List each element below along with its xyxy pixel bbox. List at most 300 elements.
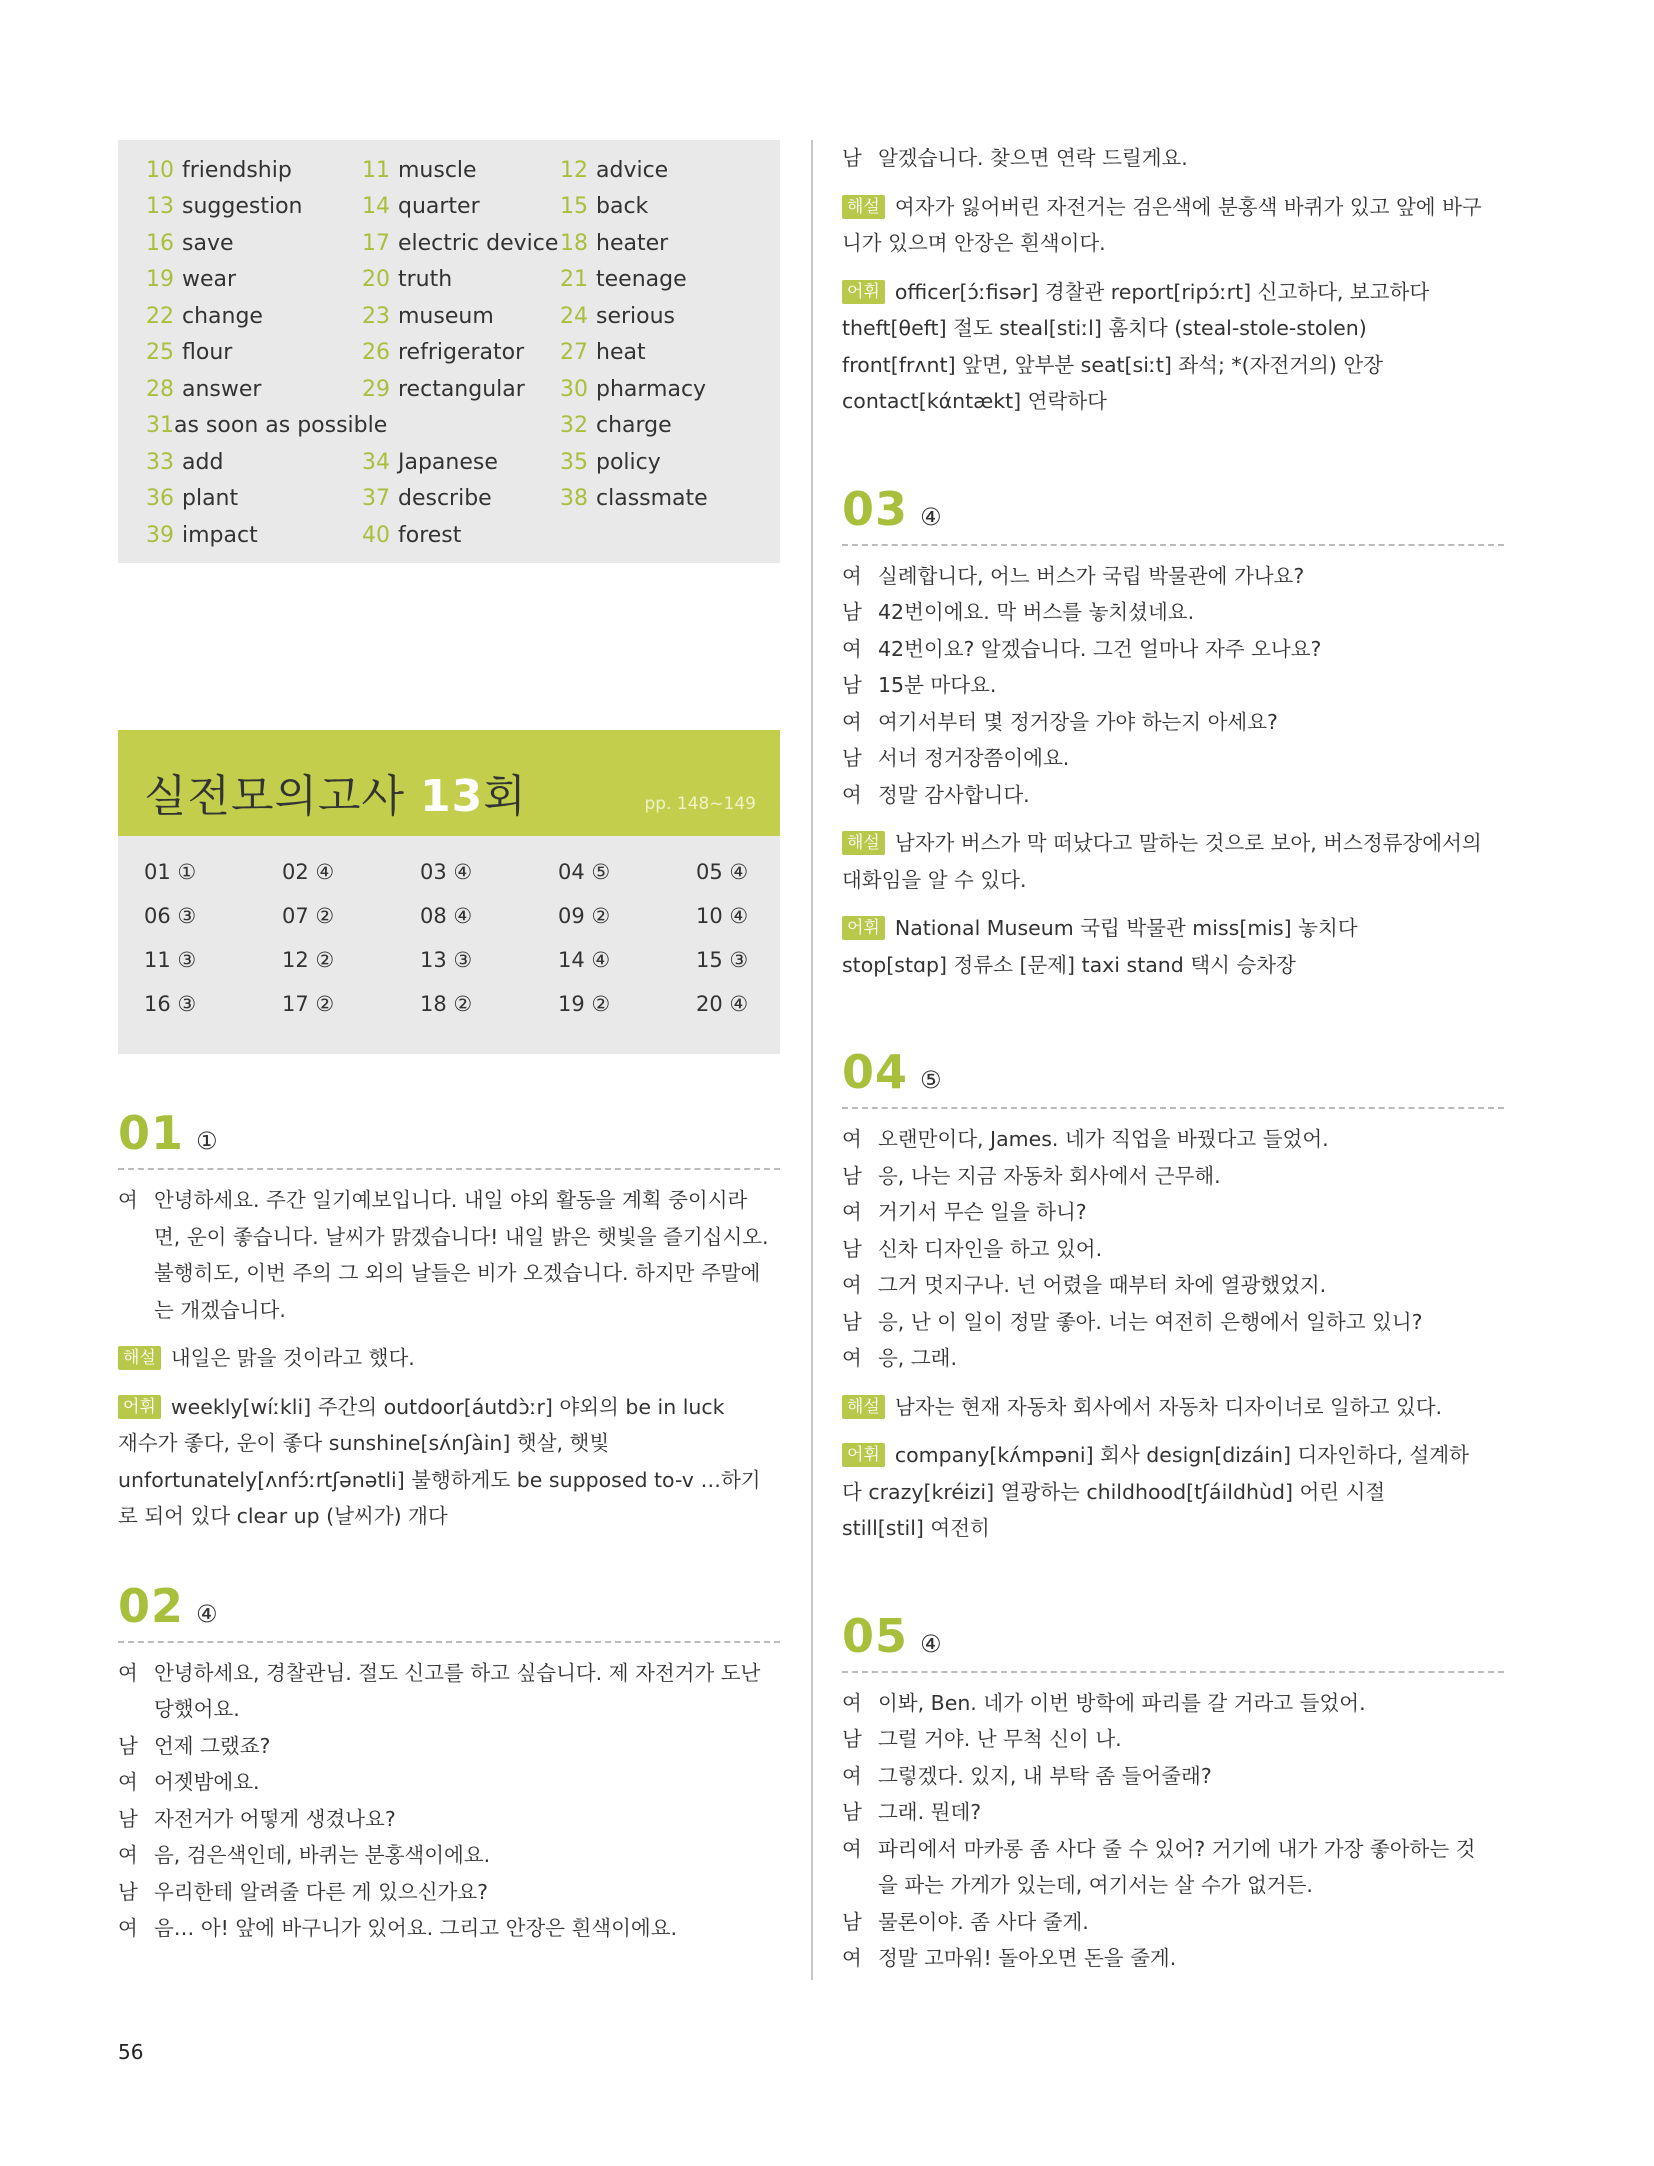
- answer-item: 16 ③: [144, 992, 197, 1016]
- vocabulary-text: 다 crazy[kréizi] 열광하는 childhood[tʃáildhùd] 어린 시절: [842, 1479, 1386, 1504]
- speaker-label: 여: [118, 1770, 138, 1794]
- vocab-word: heater: [596, 230, 669, 256]
- vocab-word: flour: [182, 340, 233, 366]
- dialogue-line: [118, 1728, 780, 1765]
- explanation-tag: 해설: [118, 1346, 161, 1370]
- vocab-item: [560, 486, 780, 511]
- question-04: [842, 1045, 1504, 1547]
- question-05: [842, 1609, 1504, 1977]
- speaker-label: 남: [118, 1806, 138, 1831]
- vocab-number: 19: [146, 267, 174, 293]
- dialogue-text: 신차 디자인을 하고 있어.: [878, 1236, 1103, 1261]
- vocab-word: as soon as possible: [174, 413, 388, 439]
- vocab-word: friendship: [182, 157, 292, 183]
- vocab-item: [362, 377, 560, 402]
- speaker-label: 남: [842, 1909, 862, 1934]
- vocab-word: teenage: [596, 267, 687, 293]
- vocab-item: [560, 231, 780, 256]
- dialogue-line: [118, 1764, 780, 1801]
- vocab-item: [362, 340, 560, 365]
- dialogue-line: [842, 558, 1504, 595]
- vocab-number: 29: [362, 376, 390, 402]
- explanation: [842, 189, 1504, 262]
- exam-title-suffix: 회: [483, 771, 527, 822]
- dialogue-line: [118, 1874, 780, 1911]
- explanation-text: 내일은 맑을 것이라고 했다.: [170, 1346, 415, 1370]
- speaker-label: 여: [842, 1836, 862, 1861]
- question-number: 03: [842, 481, 909, 536]
- vocab-word: back: [596, 194, 649, 220]
- speaker-label: [842, 1867, 878, 1904]
- answer-item: 18 ②: [420, 992, 473, 1016]
- vocabulary-text: front[frʌnt] 앞면, 앞부분 seat[siːt] 좌석; *(자전거의) 안장: [842, 352, 1383, 377]
- dialogue-text: 이봐, Ben. 네가 이번 방학에 파리를 갈 거라고 들었어.: [878, 1690, 1366, 1715]
- vocabulary-tag: 어휘: [842, 916, 885, 940]
- dialogue-line: [842, 1121, 1504, 1158]
- dialogue-line: [842, 1831, 1504, 1868]
- vocab-number: 20: [362, 267, 390, 293]
- dialogue-line: [842, 1904, 1504, 1941]
- answer-item: 15 ③: [696, 948, 749, 972]
- answer-item: 05 ④: [696, 860, 749, 884]
- explanation: [842, 1389, 1504, 1426]
- dialogue-text: 여기서부터 몇 정거장을 가야 하는지 아세요?: [878, 709, 1278, 734]
- answer-row: [144, 982, 780, 1026]
- vocab-number: 15: [560, 194, 588, 220]
- dialogue-text: 물론이야. 좀 사다 줄게.: [878, 1909, 1089, 1934]
- dialogue-line: [842, 631, 1504, 668]
- vocabulary-text: officer[ɔ́ːfisər] 경찰관 report[ripɔ́ːrt] 신고하다, 보고하다: [894, 279, 1430, 304]
- speaker-label: 여: [842, 1273, 862, 1297]
- vocab-item: [146, 413, 388, 439]
- dialogue-text: 그거 멋지구나. 넌 어렸을 때부터 차에 열광했었지.: [878, 1273, 1327, 1297]
- speaker-label: 남: [118, 1879, 138, 1904]
- speaker-label: 여: [118, 1916, 138, 1940]
- question-number: 01: [118, 1106, 185, 1160]
- vocab-item: [560, 304, 780, 329]
- dialogue-line: [118, 1910, 780, 1947]
- exam-answer-box: [118, 730, 780, 1054]
- dialogue-line: [842, 1867, 1504, 1904]
- exam-pages: pp. 148~149: [644, 794, 756, 814]
- vocab-number: 22: [146, 303, 174, 329]
- question-number: 02: [118, 1578, 185, 1633]
- vocabulary: [842, 274, 1504, 420]
- dialogue-text: 정말 감사합니다.: [878, 782, 1030, 807]
- question-answer: ①: [196, 1127, 218, 1155]
- vocab-word: impact: [182, 522, 258, 548]
- dialogue-line: [842, 704, 1504, 741]
- dialogue-text: 안녕하세요. 주간 일기예보입니다. 내일 야외 활동을 계획 중이시라: [154, 1188, 748, 1212]
- vocabulary: [118, 1389, 780, 1535]
- vocab-number: 16: [146, 230, 174, 256]
- vocab-row: [146, 225, 780, 262]
- exam-header: [118, 730, 780, 836]
- dialogue-text: 그래. 뭔데?: [878, 1800, 982, 1824]
- answer-item: 20 ④: [696, 992, 749, 1016]
- dialogue-text: 언제 그랬죠?: [154, 1733, 271, 1758]
- answer-item: 17 ②: [282, 992, 335, 1016]
- dialogue-line: [842, 667, 1504, 704]
- answer-item: 19 ②: [558, 992, 611, 1016]
- vocab-row: [146, 152, 780, 189]
- dialogue-text: 당했어요.: [154, 1697, 240, 1721]
- vocabulary-text: theft[θeft] 절도 steal[stiːl] 훔치다 (steal-stole-stolen): [842, 316, 1367, 340]
- answer-item: 03 ④: [420, 860, 473, 884]
- question-02-continued: [842, 140, 1504, 420]
- vocab-row: [146, 189, 780, 226]
- dialogue-line: [118, 1182, 780, 1219]
- question-header: [842, 482, 1504, 546]
- answer-item: 08 ④: [420, 904, 473, 928]
- vocab-number: 36: [146, 486, 174, 512]
- vocab-word: muscle: [398, 157, 477, 183]
- answer-row: [144, 938, 780, 982]
- right-column: [842, 140, 1504, 1977]
- explanation-text: 대화임을 알 수 있다.: [842, 867, 1027, 892]
- vocab-word: classmate: [596, 486, 708, 512]
- speaker-label: 남: [842, 1236, 862, 1261]
- dialogue-text: 음… 아! 앞에 바구니가 있어요. 그리고 안장은 흰색이에요.: [154, 1916, 678, 1940]
- speaker-label: 여: [842, 1763, 862, 1788]
- question-header: [842, 1045, 1504, 1109]
- dialogue-text: 알겠습니다. 찾으면 연락 드릴게요.: [878, 146, 1188, 170]
- question-header: [118, 1106, 780, 1170]
- vocab-item: [560, 194, 780, 219]
- dialogue-text: 음, 검은색인데, 바퀴는 분홍색이에요.: [154, 1843, 491, 1867]
- dialogue-line: [842, 1267, 1504, 1304]
- dialogue-line: [842, 1158, 1504, 1195]
- dialogue-text: 면, 운이 좋습니다. 날씨가 맑겠습니다! 내일 밝은 햇빛을 즐기십시오.: [154, 1224, 769, 1249]
- answer-item: 14 ④: [558, 948, 611, 972]
- dialogue-text: 우리한테 알려줄 다른 게 있으신가요?: [154, 1879, 488, 1904]
- dialogue-line: [118, 1255, 780, 1292]
- explanation-tag: 해설: [842, 195, 885, 219]
- question-answer: ④: [196, 1599, 218, 1628]
- speaker-label: 여: [118, 1843, 138, 1867]
- speaker-label: 남: [842, 1800, 862, 1824]
- vocab-item: [560, 158, 780, 183]
- dialogue: [842, 1121, 1504, 1377]
- dialogue: [118, 1182, 780, 1328]
- vocab-number: 32: [560, 413, 588, 439]
- vocab-word: electric device: [398, 230, 559, 256]
- speaker-label: [118, 1691, 154, 1728]
- answer-item: 09 ②: [558, 904, 611, 928]
- vocab-number: 25: [146, 340, 174, 366]
- vocab-row: [146, 481, 780, 518]
- dialogue-text: 42번이요? 알겠습니다. 그건 얼마나 자주 오나요?: [878, 636, 1322, 661]
- vocab-item: [560, 377, 780, 402]
- answer-row: [144, 850, 780, 894]
- page-number: 56: [118, 2040, 144, 2064]
- vocab-word: plant: [182, 486, 239, 512]
- vocab-item: [146, 267, 362, 292]
- question-02: [118, 1579, 780, 1947]
- dialogue-text: 15분 마다요.: [878, 673, 997, 697]
- vocab-word: answer: [182, 376, 262, 402]
- speaker-label: 여: [118, 1188, 138, 1212]
- vocab-number: 35: [560, 449, 588, 475]
- vocabulary: [842, 910, 1504, 983]
- dialogue-text: 불행히도, 이번 주의 그 외의 날들은 비가 오겠습니다. 하지만 주말에: [154, 1261, 761, 1285]
- vocab-row: [146, 298, 780, 335]
- vocab-word: pharmacy: [596, 376, 707, 402]
- vocab-word: quarter: [398, 194, 480, 220]
- dialogue-line: [842, 1231, 1504, 1268]
- speaker-label: 남: [842, 746, 862, 770]
- explanation-text: 여자가 잃어버린 자전거는 검은색에 분홍색 바퀴가 있고 앞에 바구: [894, 194, 1482, 219]
- answer-grid: [118, 836, 780, 1054]
- dialogue-text: 응, 난 이 일이 정말 좋아. 너는 여전히 은행에서 일하고 있니?: [878, 1309, 1423, 1334]
- speaker-label: 남: [842, 600, 862, 624]
- question-answer: ④: [920, 502, 942, 531]
- speaker-label: 남: [842, 146, 862, 170]
- vocab-word: forest: [398, 522, 462, 548]
- vocabulary-text: 로 되어 있다 clear up (날씨가) 개다: [118, 1504, 448, 1528]
- dialogue-text: 응, 나는 지금 자동차 회사에서 근무해.: [878, 1163, 1221, 1188]
- vocabulary-text: weekly[wíːkli] 주간의 outdoor[áutdɔ̀ːr] 야외의 be in luck: [170, 1394, 725, 1419]
- vocabulary-text: company[kʌ́mpəni] 회사 design[dizáin] 디자인하다, 설계하: [894, 1443, 1469, 1467]
- dialogue-text: 그렇겠다. 있지, 내 부탁 좀 들어줄래?: [878, 1763, 1212, 1788]
- vocab-word: change: [182, 303, 263, 329]
- question-number: 04: [842, 1045, 909, 1099]
- vocab-row: [146, 262, 780, 299]
- vocabulary-text: National Museum 국립 박물관 miss[mis] 놓치다: [894, 916, 1358, 940]
- dialogue-line: [118, 1801, 780, 1838]
- speaker-label: 남: [842, 1309, 862, 1334]
- vocab-word: suggestion: [182, 194, 303, 220]
- explanation-text: 남자가 버스가 막 떠났다고 말하는 것으로 보아, 버스정류장에서의: [894, 831, 1482, 855]
- vocab-number: 31: [146, 413, 174, 439]
- vocabulary: [842, 1437, 1504, 1547]
- explanation-tag: 해설: [842, 831, 885, 855]
- dialogue-line: [842, 1340, 1504, 1377]
- vocab-number: 11: [362, 157, 390, 183]
- vocab-item: [560, 413, 780, 438]
- vocab-item: [146, 194, 362, 219]
- vocab-item: [362, 450, 560, 475]
- vocab-number: 23: [362, 303, 390, 329]
- dialogue-line: [118, 1837, 780, 1874]
- answer-item: 06 ③: [144, 904, 197, 928]
- dialogue: [842, 140, 1504, 177]
- vocab-item: [362, 486, 560, 511]
- answer-item: 04 ⑤: [558, 860, 611, 884]
- speaker-label: 남: [842, 673, 862, 697]
- exam-title-number: 13: [420, 771, 484, 822]
- speaker-label: [118, 1255, 154, 1292]
- vocab-row: [146, 517, 780, 554]
- vocab-word: Japanese: [398, 449, 498, 475]
- explanation: [842, 825, 1504, 898]
- dialogue: [118, 1655, 780, 1947]
- vocabulary-text: 재수가 좋다, 운이 좋다 sunshine[sʌ́nʃàin] 햇살, 햇빛: [118, 1431, 610, 1455]
- answer-item: 10 ④: [696, 904, 749, 928]
- dialogue-text: 어젯밤에요.: [154, 1770, 260, 1794]
- vocab-number: 13: [146, 194, 174, 220]
- vocab-word: wear: [182, 267, 237, 293]
- speaker-label: 여: [842, 1200, 862, 1224]
- dialogue-text: 실례합니다, 어느 버스가 국립 박물관에 가나요?: [878, 563, 1305, 588]
- vocab-item: [146, 377, 362, 402]
- exam-title-text: 실전모의고사: [144, 771, 421, 822]
- speaker-label: [118, 1219, 154, 1256]
- vocab-item: [362, 267, 560, 292]
- explanation-text: 남자는 현재 자동차 회사에서 자동차 디자이너로 일하고 있다.: [894, 1394, 1443, 1419]
- vocab-number: 30: [560, 376, 588, 402]
- speaker-label: 여: [842, 1127, 862, 1151]
- question-answer: ⑤: [920, 1066, 942, 1094]
- vocab-item: [146, 304, 362, 329]
- vocab-word: charge: [596, 413, 672, 439]
- vocabulary-text: unfortunately[ʌnfɔ́ːrtʃənətli] 불행하게도 be supposed to-v …하기: [118, 1467, 761, 1492]
- explanation-tag: 해설: [842, 1395, 885, 1419]
- vocab-word: museum: [398, 303, 494, 329]
- question-answer: ④: [920, 1629, 942, 1658]
- vocab-row: [146, 335, 780, 372]
- question-number: 05: [842, 1608, 909, 1663]
- vocab-number: 34: [362, 449, 390, 475]
- dialogue-line: [118, 1219, 780, 1256]
- speaker-label: 여: [842, 709, 862, 734]
- question-03: [842, 482, 1504, 984]
- answer-item: 12 ②: [282, 948, 335, 972]
- answer-item: 07 ②: [282, 904, 335, 928]
- dialogue: [842, 558, 1504, 814]
- vocab-item: [146, 523, 362, 548]
- vocab-item: [362, 523, 560, 548]
- speaker-label: 여: [842, 1690, 862, 1715]
- vocab-item: [362, 158, 560, 183]
- column-divider: [811, 140, 813, 1980]
- speaker-label: 여: [842, 563, 862, 588]
- vocab-item: [362, 231, 560, 256]
- vocabulary-text: stop[stɑp] 정류소 [문제] taxi stand 택시 승차장: [842, 952, 1296, 977]
- dialogue-text: 오랜만이다, James. 네가 직업을 바꿨다고 들었어.: [878, 1127, 1329, 1151]
- vocab-number: 10: [146, 157, 174, 183]
- vocab-row: [146, 444, 780, 481]
- answer-item: 01 ①: [144, 860, 197, 884]
- vocab-number: 18: [560, 230, 588, 256]
- vocabulary-text: still[stil] 여전히: [842, 1516, 990, 1540]
- vocab-number: 33: [146, 449, 174, 475]
- vocab-answer-box: [118, 140, 780, 563]
- dialogue-line: [118, 1655, 780, 1692]
- dialogue-line: [842, 1794, 1504, 1831]
- vocab-number: 26: [362, 340, 390, 366]
- speaker-label: 여: [842, 1346, 862, 1370]
- vocab-item: [146, 231, 362, 256]
- dialogue-line: [842, 594, 1504, 631]
- dialogue-line: [842, 1304, 1504, 1341]
- dialogue-text: 거기서 무슨 일을 하니?: [878, 1200, 1087, 1224]
- speaker-label: 남: [842, 1727, 862, 1751]
- speaker-label: 여: [118, 1660, 138, 1685]
- vocab-number: 12: [560, 157, 588, 183]
- vocab-word: truth: [398, 267, 453, 293]
- answer-item: 13 ③: [420, 948, 473, 972]
- vocab-word: save: [182, 230, 234, 256]
- vocab-number: 24: [560, 303, 588, 329]
- dialogue: [842, 1685, 1504, 1977]
- dialogue-text: 응, 그래.: [878, 1346, 957, 1370]
- vocab-row: [146, 408, 780, 445]
- speaker-label: 남: [118, 1733, 138, 1758]
- dialogue-line: [842, 1758, 1504, 1795]
- dialogue-line: [842, 140, 1504, 177]
- dialogue-line: [118, 1292, 780, 1329]
- dialogue-text: 42번이에요. 막 버스를 놓치셨네요.: [878, 600, 1195, 624]
- vocabulary-tag: 어휘: [842, 1443, 885, 1467]
- vocab-word: advice: [596, 157, 669, 183]
- vocab-word: heat: [596, 340, 646, 366]
- vocab-number: 40: [362, 522, 390, 548]
- vocab-number: 39: [146, 522, 174, 548]
- vocab-item: [146, 486, 362, 511]
- dialogue-line: [842, 1194, 1504, 1231]
- speaker-label: 여: [842, 1946, 862, 1970]
- vocab-number: 28: [146, 376, 174, 402]
- dialogue-text: 자전거가 어떻게 생겼나요?: [154, 1806, 396, 1831]
- dialogue-line: [118, 1691, 780, 1728]
- answer-item: 02 ④: [282, 860, 335, 884]
- vocab-item: [560, 450, 780, 475]
- vocab-item: [560, 340, 780, 365]
- vocab-word: add: [182, 449, 224, 475]
- answer-row: [144, 894, 780, 938]
- vocab-row: [146, 371, 780, 408]
- vocab-number: 27: [560, 340, 588, 366]
- vocab-item: [362, 304, 560, 329]
- vocab-word: serious: [596, 303, 676, 329]
- speaker-label: 여: [842, 636, 862, 661]
- vocab-word: policy: [596, 449, 661, 475]
- vocab-item: [362, 194, 560, 219]
- vocab-number: 21: [560, 267, 588, 293]
- answer-item: 11 ③: [144, 948, 197, 972]
- question-header: [842, 1609, 1504, 1673]
- vocab-word: rectangular: [398, 376, 525, 402]
- dialogue-text: 서너 정거장쯤이에요.: [878, 746, 1070, 770]
- dialogue-line: [842, 740, 1504, 777]
- dialogue-text: 을 파는 가게가 있는데, 여기서는 살 수가 없거든.: [878, 1873, 1313, 1897]
- vocab-item: [146, 158, 362, 183]
- dialogue-line: [842, 777, 1504, 814]
- vocab-item: [146, 340, 362, 365]
- speaker-label: 남: [842, 1163, 862, 1188]
- dialogue-line: [842, 1940, 1504, 1977]
- speaker-label: 여: [842, 782, 862, 807]
- vocabulary-tag: 어휘: [118, 1395, 161, 1419]
- speaker-label: [118, 1292, 154, 1329]
- dialogue-text: 파리에서 마카롱 좀 사다 줄 수 있어? 거기에 내가 가장 좋아하는 것: [878, 1836, 1476, 1861]
- dialogue-line: [842, 1685, 1504, 1722]
- vocabulary-tag: 어휘: [842, 280, 885, 304]
- vocab-number: 14: [362, 194, 390, 220]
- vocab-number: 17: [362, 230, 390, 256]
- question-header: [118, 1579, 780, 1643]
- exam-title: [144, 760, 527, 824]
- dialogue-text: 그럴 거야. 난 무척 신이 나.: [878, 1727, 1122, 1751]
- vocab-item: [560, 267, 780, 292]
- vocab-number: 37: [362, 486, 390, 512]
- vocab-item: [146, 450, 362, 475]
- vocab-number: 38: [560, 486, 588, 512]
- left-column: [118, 140, 780, 1947]
- dialogue-text: 정말 고마워! 돌아오면 돈을 줄게.: [878, 1946, 1177, 1970]
- explanation: [118, 1340, 780, 1377]
